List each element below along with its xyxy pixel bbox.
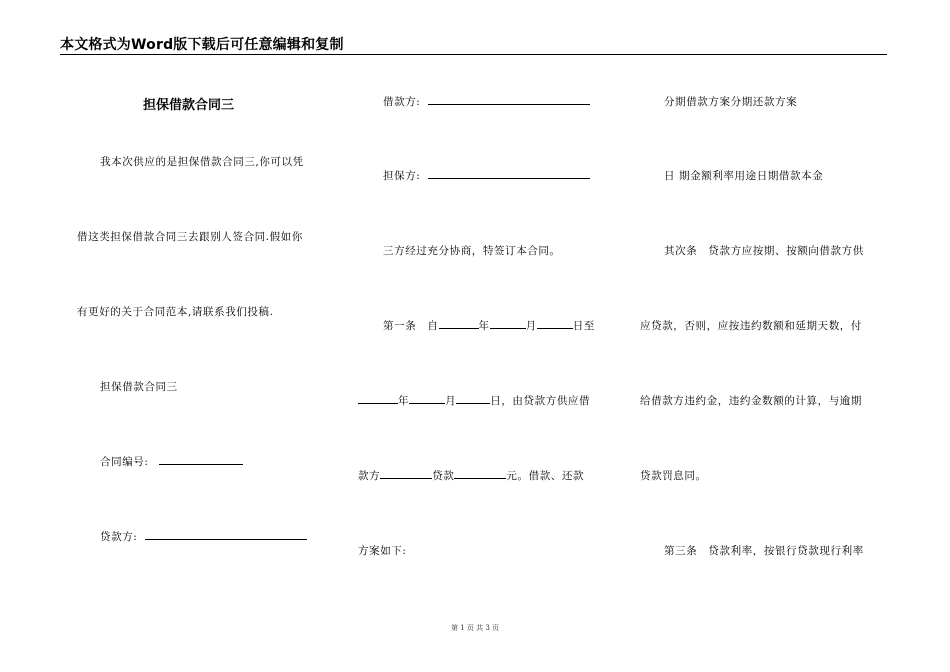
article1-line-1 <box>383 318 595 333</box>
plan-header: 分期借款方案分期还款方案 <box>664 96 798 108</box>
article1-line-2 <box>358 393 590 408</box>
article2-line-2: 应贷款，否则，应按违约数额和延期天数，付 <box>640 320 862 332</box>
article1-prefix: 第一条 自 <box>383 320 439 332</box>
article1c-party: 款方 <box>358 470 381 482</box>
plan-columns: 日 期金额利率用途日期借款本金 <box>664 170 824 182</box>
lender-label: 贷款方: <box>100 531 138 543</box>
guarantor-row <box>383 168 590 183</box>
borrower-field[interactable] <box>428 94 590 105</box>
intro-line-2: 借这类担保借款合同三去跟别人签合同.假如你 <box>77 231 303 243</box>
lender-field[interactable] <box>145 529 307 540</box>
guarantor-field[interactable] <box>428 168 590 179</box>
contract-number-field[interactable] <box>159 454 243 465</box>
article1-line-4: 方案如下: <box>358 545 407 557</box>
article1c-loan-label: 贷款 <box>432 470 455 482</box>
borrower-row <box>383 94 590 109</box>
guarantor-label: 担保方: <box>383 170 421 182</box>
agreement-line: 三方经过充分协商，特签订本合同。 <box>383 245 561 257</box>
article1-month-label: 月 <box>525 320 537 332</box>
article1-year-label: 年 <box>478 320 490 332</box>
end-day-field[interactable] <box>456 393 490 404</box>
page-number: 第 1 页 共 3 页 <box>450 624 500 632</box>
start-month-field[interactable] <box>490 318 526 329</box>
loan-type-field[interactable] <box>380 468 432 479</box>
contract-subtitle: 担保借款合同三 <box>100 381 178 393</box>
lender-row <box>100 529 307 544</box>
header-divider <box>60 54 887 55</box>
article2-line-3: 给借款方违约金，违约金数额的计算，与逾期 <box>640 395 862 407</box>
article1-line-3 <box>358 468 584 483</box>
end-month-field[interactable] <box>409 393 445 404</box>
intro-line-1: 我本次供应的是担保借款合同三,你可以凭 <box>100 156 304 168</box>
end-year-field[interactable] <box>358 393 398 404</box>
article1c-rest: 元。借款、还款 <box>506 470 585 482</box>
document-title: 担保借款合同三 <box>143 98 235 113</box>
loan-amount-field[interactable] <box>454 468 506 479</box>
start-day-field[interactable] <box>537 318 573 329</box>
article2-line-1: 其次条 贷款方应按期、按额向借款方供 <box>664 245 864 257</box>
article1b-rest: 日，由贷款方供应借 <box>490 395 591 407</box>
contract-number-label: 合同编号: <box>100 456 149 468</box>
intro-line-3: 有更好的关于合同范本,请联系我们投稿. <box>77 306 274 318</box>
article3-line-1: 第三条 贷款利率，按银行贷款现行利率 <box>664 545 864 557</box>
article1b-year-label: 年 <box>398 395 410 407</box>
article1-to-label: 日至 <box>572 320 595 332</box>
contract-number-row <box>100 454 243 469</box>
article2-line-4: 贷款罚息同。 <box>640 470 707 482</box>
header-banner: 本文格式为Word版下载后可任意编辑和复制 <box>60 37 344 53</box>
start-year-field[interactable] <box>439 318 479 329</box>
borrower-label: 借款方: <box>383 96 421 108</box>
article1b-month-label: 月 <box>445 395 457 407</box>
